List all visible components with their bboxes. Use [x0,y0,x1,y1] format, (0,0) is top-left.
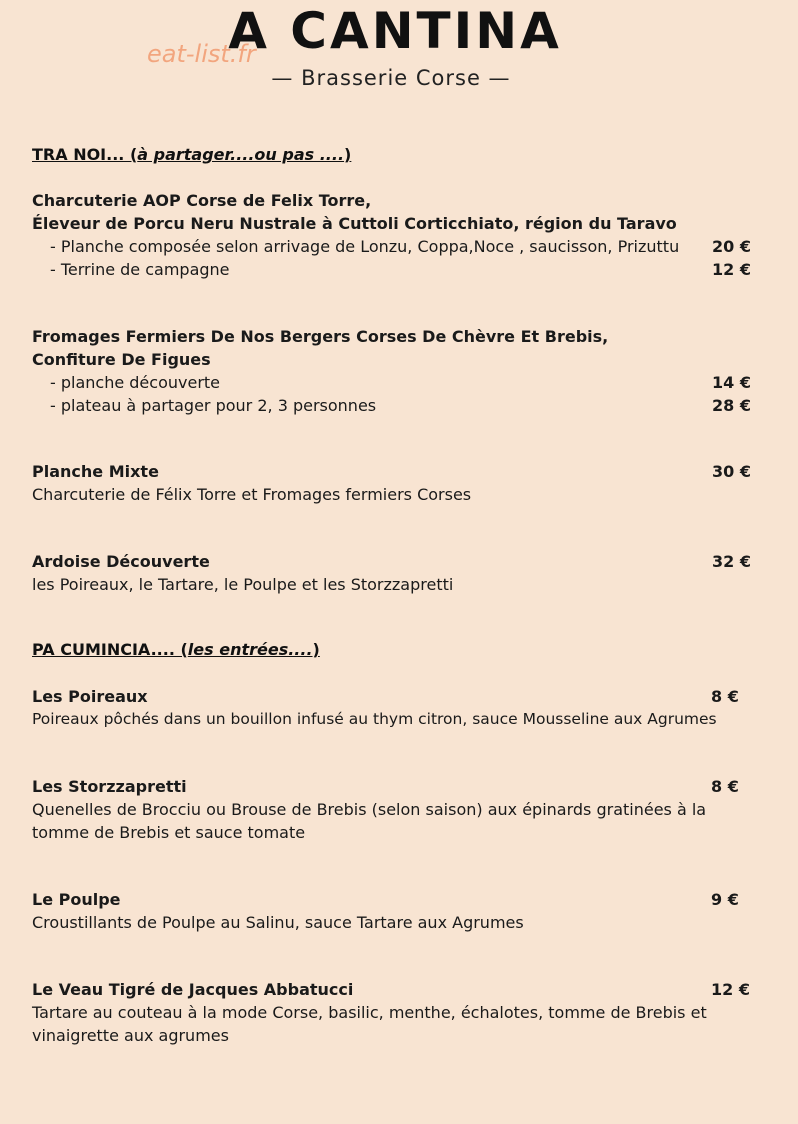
item-title: Ardoise Découverte [32,552,210,571]
item-description: Croustillants de Poulpe au Salinu, sauce Tartare aux Agrumes [32,913,524,932]
item-title: Confiture De Figues [32,350,211,369]
item-title: Planche Mixte [32,462,159,481]
section-pa-cumincia [32,640,320,659]
section-label: TRA NOI... ( [32,145,138,164]
item-title: Les Storzzapretti [32,777,187,796]
item-title: Le Poulpe [32,890,121,909]
item-price: 12 € [712,260,751,279]
item-price: 32 € [712,552,751,571]
section-close: ) [344,145,352,164]
restaurant-subtitle: — Brasserie Corse — [271,66,511,90]
item-description: vinaigrette aux agrumes [32,1026,229,1045]
restaurant-title: A CANTINA [228,2,562,60]
item-title: Les Poireaux [32,687,148,706]
section-tra-noi [32,145,351,164]
item-price: 14 € [712,373,751,392]
section-close: ) [312,640,320,659]
item-description: Charcuterie de Félix Torre et Fromages fermiers Corses [32,485,472,504]
item-description: Poireaux pôchés dans un bouillon infusé au thym citron, sauce Mousseline aux Agrumes [32,710,717,728]
item-option: - planche découverte [50,373,221,392]
section-italic: les entrées.... [187,640,313,659]
item-description: tomme de Brebis et sauce tomate [32,823,306,842]
item-price: 8 € [711,687,739,706]
item-option: - Terrine de campagne [50,260,230,279]
item-price: 8 € [711,777,739,796]
item-description: Tartare au couteau à la mode Corse, basilic, menthe, échalotes, tomme de Brebis et [32,1003,707,1022]
item-title: Éleveur de Porcu Neru Nustrale à Cuttoli Corticchiato, région du Taravo [32,214,677,233]
item-description: les Poireaux, le Tartare, le Poulpe et les Storzzapretti [32,575,454,594]
item-price: 28 € [712,396,751,415]
item-price: 30 € [712,462,751,481]
item-title: Charcuterie AOP Corse de Felix Torre, [32,191,372,210]
section-label: PA CUMINCIA.... ( [32,640,188,659]
watermark: eat-list.fr [147,40,256,68]
item-title: Le Veau Tigré de Jacques Abbatucci [32,980,354,999]
item-title: Fromages Fermiers De Nos Bergers Corses De Chèvre Et Brebis, [32,327,609,346]
item-price: 9 € [711,890,739,909]
item-option: - Planche composée selon arrivage de Lonzu, Coppa,Noce , saucisson, Prizuttu [50,237,680,256]
item-option: - plateau à partager pour 2, 3 personnes [50,396,377,415]
item-price: 12 € [711,980,750,999]
item-price: 20 € [712,237,751,256]
section-italic: à partager....ou pas .... [137,145,345,164]
item-description: Quenelles de Brocciu ou Brouse de Brebis (selon saison) aux épinards gratinées à la [32,800,707,819]
